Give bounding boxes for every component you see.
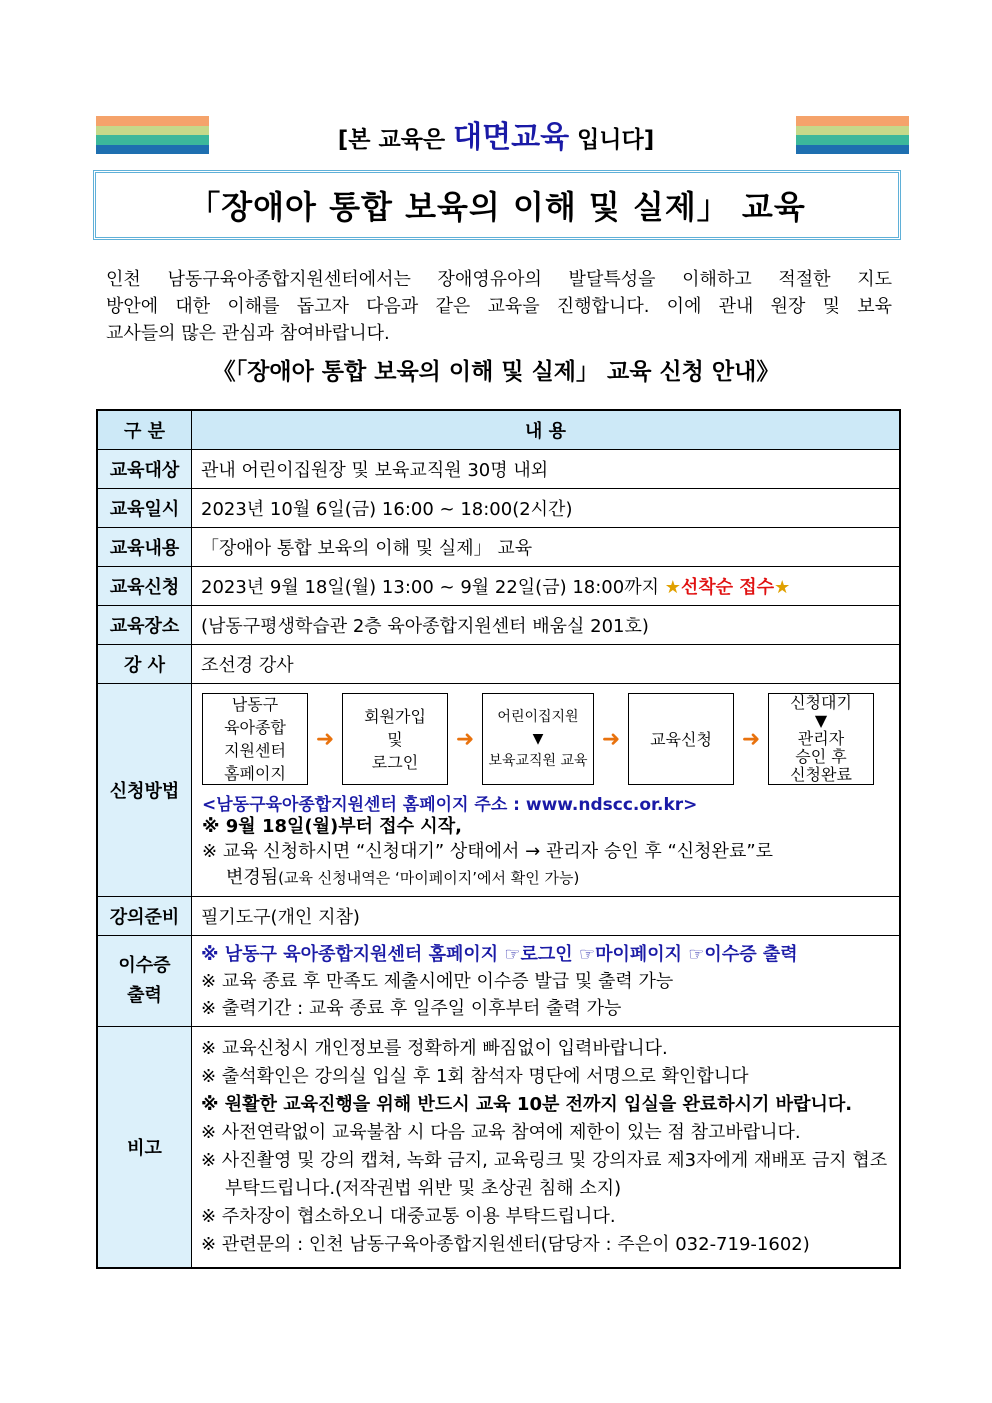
remark-item: ※ 관련문의 : 인천 남동구육아종합지원센터(담당자 : 주은이 032-719-1602) bbox=[201, 1234, 810, 1255]
table-row bbox=[97, 897, 900, 936]
table-row bbox=[97, 489, 900, 528]
section-subheading: 《「장애아 통합 보육의 이해 및 실제」 교육 신청 안내》 bbox=[212, 359, 780, 385]
row-label: 교육대상 bbox=[97, 450, 192, 489]
flow-step-complete: 신청대기 ▼ 관리자 승인 후 신청완료 bbox=[768, 693, 874, 785]
intro-line: 방안에 대한 이해를 돕고자 다음과 같은 교육을 진행합니다. 이에 관내 원장 및 보육 bbox=[106, 296, 892, 317]
row-label: 교육일시 bbox=[97, 489, 192, 528]
header-content: 내 용 bbox=[192, 410, 901, 450]
arrow-right-icon: ➜ bbox=[455, 726, 475, 752]
flow-step-signup: 회원가입 및 로그인 bbox=[342, 693, 448, 785]
arrow-right-icon: ➜ bbox=[315, 726, 335, 752]
row-label: 이수증 출력 bbox=[97, 936, 192, 1027]
table-row bbox=[97, 1027, 900, 1269]
table-row bbox=[97, 645, 900, 684]
page-title: 「장애아 통합 보육의 이해 및 실제」 교육 bbox=[93, 170, 901, 240]
table-row bbox=[97, 450, 900, 489]
remark-item: ※ 출석확인은 강의실 입실 후 1회 참석자 명단에 서명으로 확인합니다 bbox=[201, 1066, 749, 1087]
education-type-highlight: 대면교육 bbox=[453, 120, 570, 155]
remark-item: ※ 사진촬영 및 강의 캡쳐, 녹화 금지, 교육링크 및 강의자료 제3자에게 재배포 금지 협조부탁드립니다.(저작권법 위반 및 초상권 침해 소지) bbox=[201, 1150, 888, 1199]
education-type-notice: [본 교육은 대면교육 입니다] bbox=[337, 120, 655, 155]
row-value: 2023년 9월 18일(월) 13:00 ~ 9월 22일(금) 18:00까지 ★선착순 접수★ bbox=[192, 567, 901, 606]
row-label: 강 사 bbox=[97, 645, 192, 684]
flow-step-homepage: 남동구 육아종합 지원센터 홈페이지 bbox=[202, 693, 308, 785]
intro-line: 인천 남동구육아종합지원센터에서는 장애영유아의 발달특성을 이해하고 적절한 지도 bbox=[106, 269, 892, 290]
certificate-note: ※ 출력기간 : 교육 종료 후 일주일 이후부터 출력 가능 bbox=[201, 997, 622, 1019]
table-header-row bbox=[97, 410, 900, 450]
application-flow bbox=[202, 693, 890, 785]
row-label: 교육신청 bbox=[97, 567, 192, 606]
remark-item: ※ 주차장이 협소하오니 대중교통 이용 부탁드립니다. bbox=[201, 1206, 616, 1227]
table-row bbox=[97, 684, 900, 897]
intro-line: 교사들의 많은 관심과 참여바랍니다. bbox=[106, 323, 390, 344]
row-label: 비고 bbox=[97, 1027, 192, 1269]
status-note: ※ 교육 신청하시면 “신청대기” 상태에서 → 관리자 승인 후 “신청완료”로 bbox=[202, 841, 774, 862]
header-label: 구 분 bbox=[97, 410, 192, 450]
arrow-right-icon: ➜ bbox=[601, 726, 621, 752]
certificate-note: ※ 교육 종료 후 만족도 제출시에만 이수증 발급 및 출력 가능 bbox=[201, 970, 674, 992]
remark-item: ※ 원활한 교육진행을 위해 반드시 교육 10분 전까지 입실을 완료하시기 바랍니다. bbox=[201, 1094, 853, 1115]
star-icon: ★ bbox=[664, 577, 681, 598]
row-value: 관내 어린이집원장 및 보육교직원 30명 내외 bbox=[192, 450, 901, 489]
certificate-path: ※ 남동구 육아종합지원센터 홈페이지 ☞로그인 ☞마이페이지 ☞이수증 출력 bbox=[201, 943, 798, 965]
first-come-notice: 선착순 접수 bbox=[680, 577, 775, 598]
row-value bbox=[192, 936, 901, 1027]
row-label: 교육내용 bbox=[97, 528, 192, 567]
remark-item: ※ 사전연락없이 교육불참 시 다음 교육 참여에 제한이 있는 점 참고바랍니다. bbox=[201, 1122, 801, 1143]
star-icon: ★ bbox=[774, 577, 791, 598]
table-row bbox=[97, 528, 900, 567]
row-value: (남동구평생학습관 2층 육아종합지원센터 배움실 201호) bbox=[192, 606, 901, 645]
info-table bbox=[96, 409, 901, 1269]
start-note: ※ 9월 18일(월)부터 접수 시작, bbox=[202, 816, 462, 837]
row-value: 「장애아 통합 보육의 이해 및 실제」 교육 bbox=[192, 528, 901, 567]
row-value: 조선경 강사 bbox=[192, 645, 901, 684]
table-row bbox=[97, 606, 900, 645]
row-value: 2023년 10월 6일(금) 16:00 ~ 18:00(2시간) bbox=[192, 489, 901, 528]
row-value bbox=[192, 684, 901, 897]
flow-step-apply: 교육신청 bbox=[628, 693, 734, 785]
arrow-right-icon: ➜ bbox=[741, 726, 761, 752]
flow-step-menu: 어린이집지원 ▼ 보육교직원 교육 bbox=[482, 693, 594, 785]
row-label: 교육장소 bbox=[97, 606, 192, 645]
table-row bbox=[97, 936, 900, 1027]
homepage-address: <남동구육아종합지원센터 홈페이지 주소 : www.ndscc.or.kr> bbox=[202, 795, 698, 815]
remark-item: ※ 교육신청시 개인정보를 정확하게 빠짐없이 입력바랍니다. bbox=[201, 1038, 668, 1059]
row-label: 신청방법 bbox=[97, 684, 192, 897]
table-row bbox=[97, 567, 900, 606]
status-note-cont: 변경됨(교육 신청내역은 ‘마이페이지’에서 확인 가능) bbox=[226, 867, 580, 888]
row-value: 필기도구(개인 지참) bbox=[192, 897, 901, 936]
row-label: 강의준비 bbox=[97, 897, 192, 936]
row-value bbox=[192, 1027, 901, 1269]
